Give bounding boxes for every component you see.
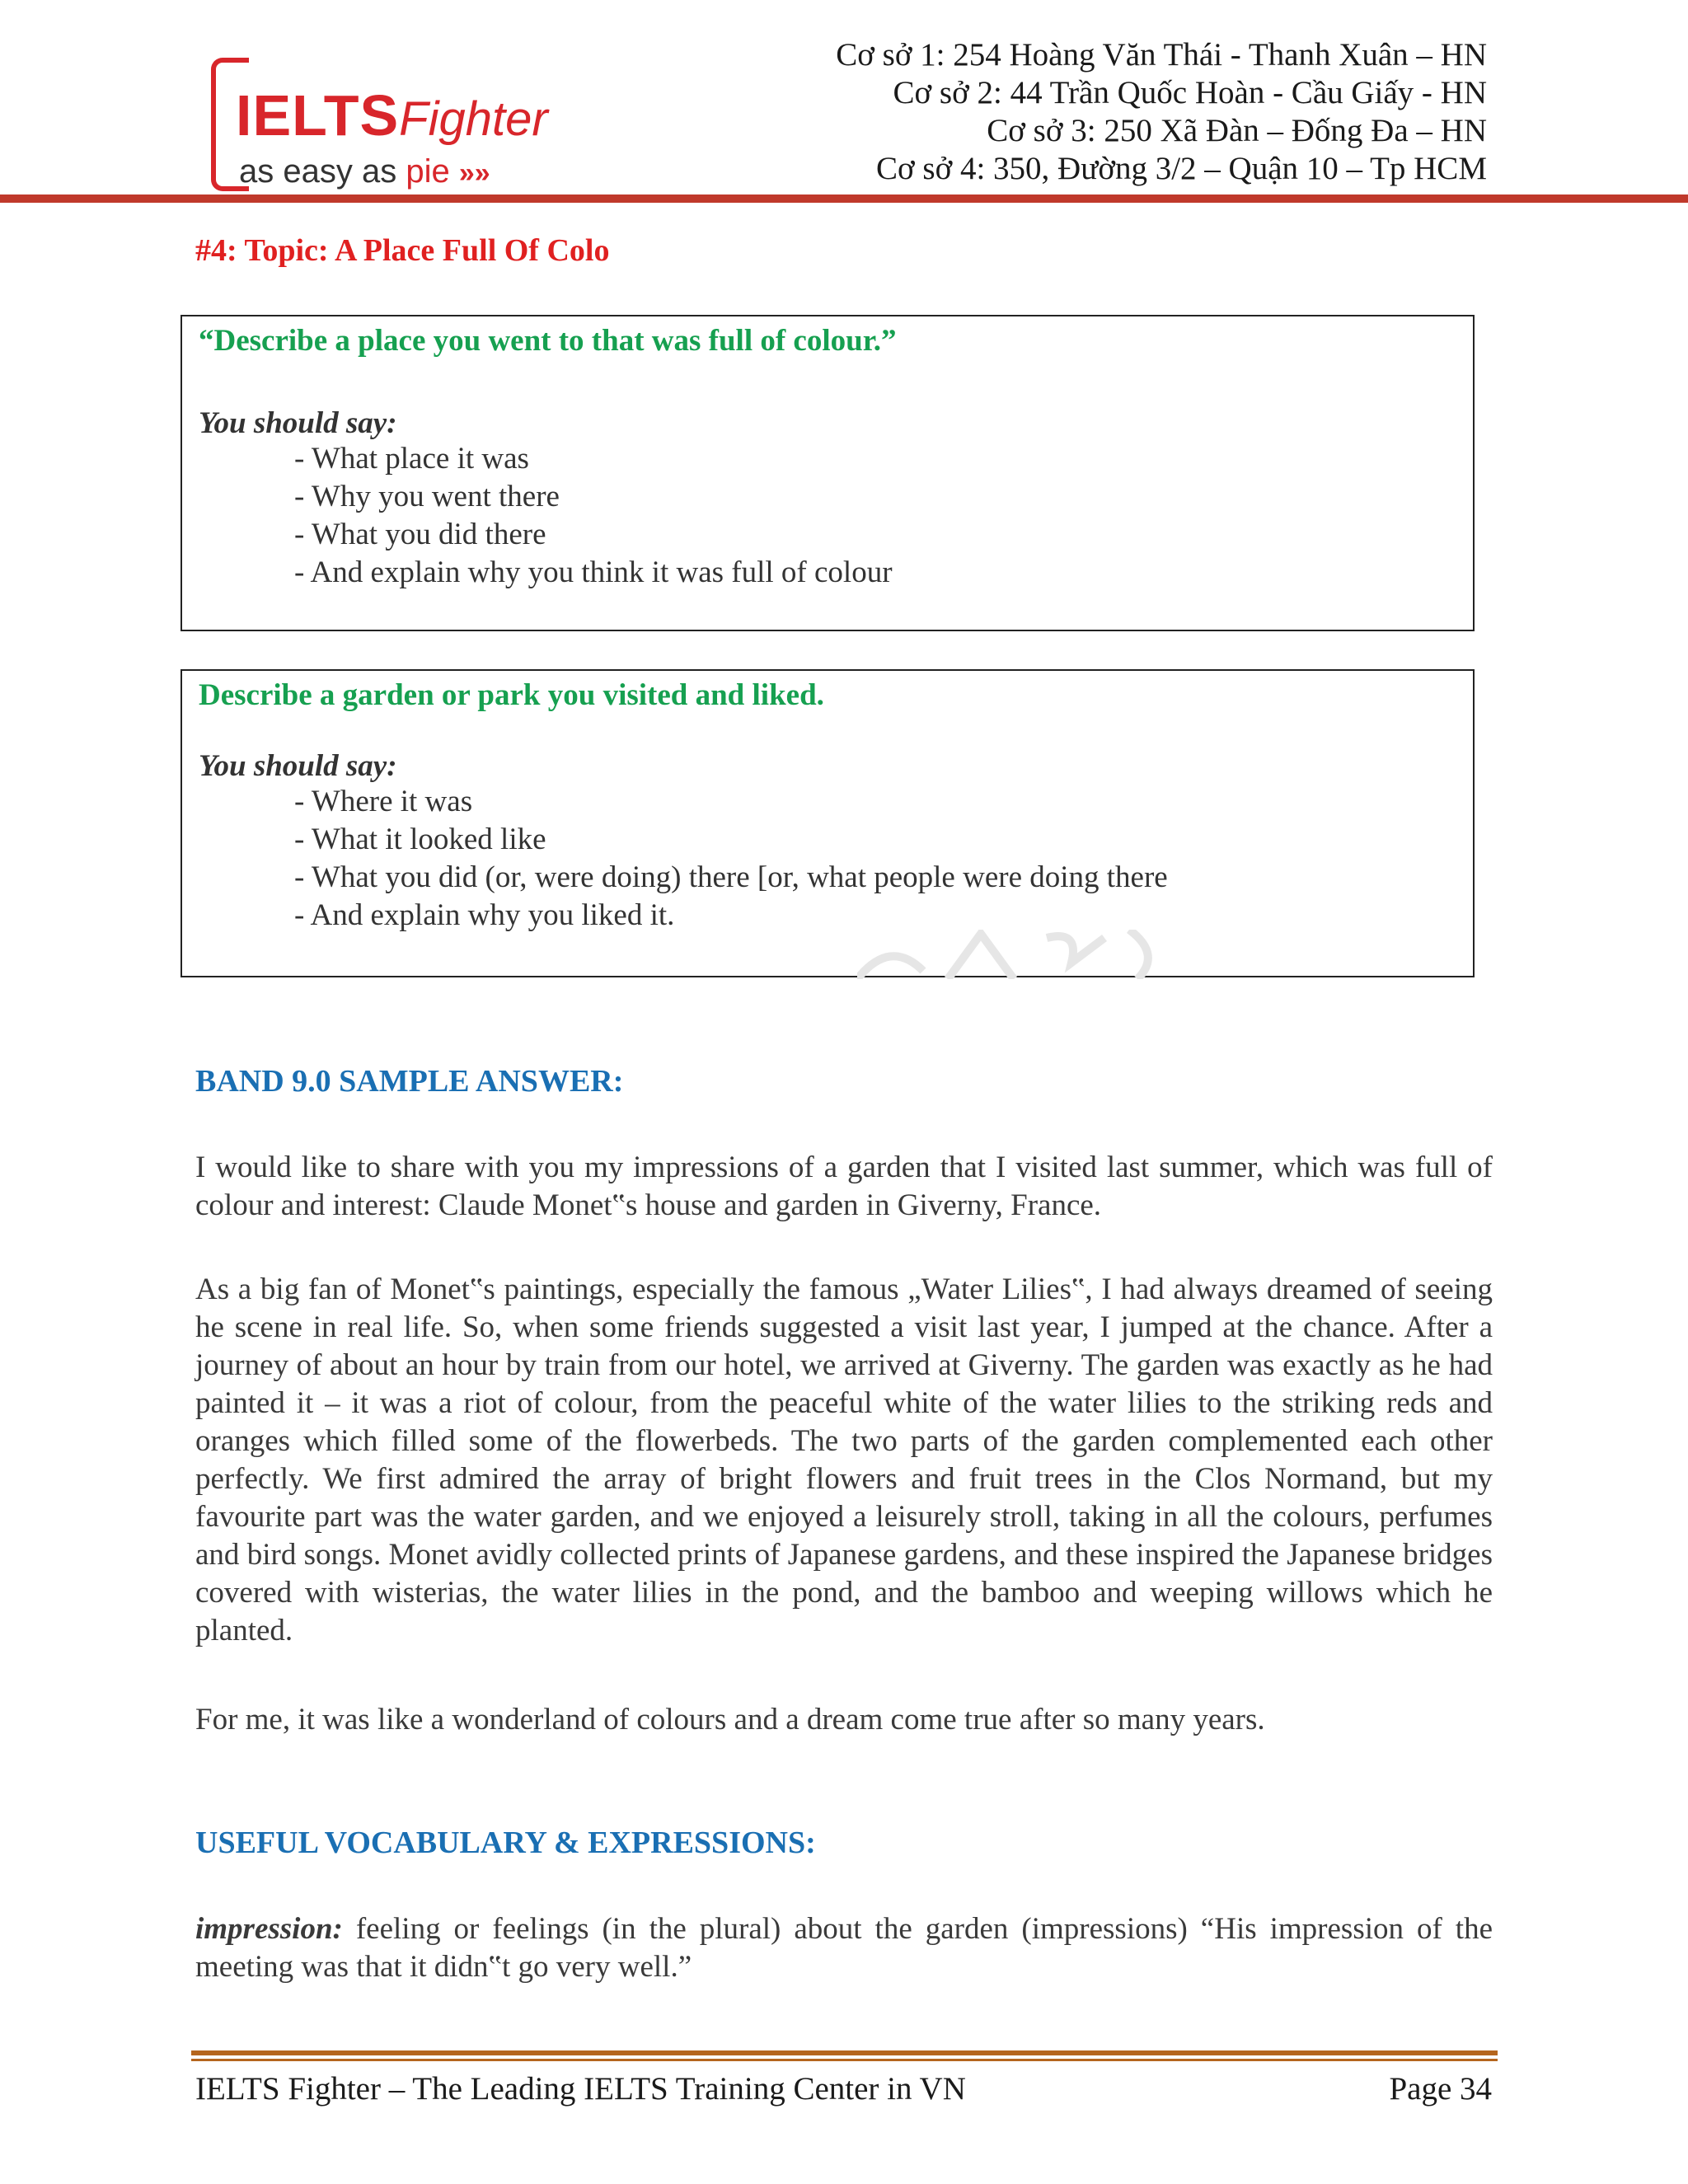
topic-title: #4: Topic: A Place Full Of Colo: [195, 233, 610, 268]
watermark-graphic: [857, 930, 1170, 979]
vocabulary-item: [195, 1910, 1493, 1986]
watermark-shape: [857, 930, 1170, 979]
cue-point: - And explain why you liked it.: [294, 898, 675, 932]
footer-text: IELTS Fighter – The Leading IELTS Training Center in VN: [195, 2071, 966, 2107]
logo-arrows-icon: »»: [458, 157, 490, 189]
address-line: Cơ sở 3: 250 Xã Đàn – Đống Đa – HN: [987, 113, 1487, 148]
header-divider: [0, 194, 1688, 203]
answer-paragraph: For me, it was like a wonderland of colours and a dream come true after so many years.: [195, 1703, 1265, 1736]
vocabulary-definition: feeling or feelings (in the plural) about the garden (impressions) “His impression of the meeting was that it didn‟t go very well.”: [195, 1912, 1493, 1984]
address-line: Cơ sở 4: 350, Đường 3/2 – Quận 10 – Tp HCM: [876, 151, 1487, 186]
footer-divider-thin: [191, 2059, 1498, 2061]
vocabulary-term: impression:: [195, 1912, 343, 1946]
logo-tagline-accent: pie: [406, 153, 450, 190]
cue-point: - Why you went there: [294, 480, 560, 513]
footer-divider: [191, 2050, 1498, 2055]
you-should-say-label: You should say:: [199, 406, 397, 440]
cue-point: - And explain why you think it was full of colour: [294, 555, 893, 589]
cue-points-list: [294, 440, 893, 592]
sample-answer-heading: BAND 9.0 SAMPLE ANSWER:: [195, 1064, 624, 1099]
logo-tagline-text: as easy as: [239, 153, 406, 190]
cue-card-title: “Describe a place you went to that was full of colour.”: [199, 324, 897, 358]
cue-points-list: [294, 783, 1168, 935]
logo-tagline: [239, 153, 490, 190]
cue-point: - What you did (or, were doing) there [or, what people were doing there: [294, 860, 1168, 894]
cue-card-1: [181, 315, 1475, 631]
logo-brand-script: Fighter: [399, 92, 548, 146]
page-number: Page 34: [1389, 2071, 1492, 2107]
cue-card-2: [181, 669, 1475, 977]
answer-paragraph: As a big fan of Monet‟s paintings, especially the famous „Water Lilies‟, I had always dreamed of seeing he scene in real life. So, when some friends suggested a visit last year, I jumped at the chance. After a journey of about an hour by train from our hotel, we arrived at Giverny. The garden was exactly as he had painted it – it was a riot of colour, from the peaceful white of the water lilies to the striking reds and oranges which filled some of the flowerbeds. The two parts of the garden complemented each other perfectly. We first admired the array of bright flowers and fruit trees in the Clos Normand, but my favourite part was the water garden, and we enjoyed a leisurely stroll, taking in all the colours, perfumes and bird songs. Monet avidly collected prints of Japanese gardens, and these inspired the Japanese bridges covered with wisterias, the water lilies in the pond, and the bamboo and weeping willows which he planted.: [195, 1272, 1493, 1647]
cue-point: - Where it was: [294, 785, 473, 818]
cue-point: - What it looked like: [294, 823, 546, 856]
you-should-say-label: You should say:: [199, 749, 397, 783]
vocabulary-heading: USEFUL VOCABULARY & EXPRESSIONS:: [195, 1825, 816, 1860]
address-line: Cơ sở 1: 254 Hoàng Văn Thái - Thanh Xuân – HN: [836, 37, 1487, 73]
logo-wordmark: [236, 82, 548, 148]
logo-brand: IELTS: [236, 83, 400, 148]
ielts-fighter-logo: [211, 48, 548, 196]
cue-card-title: Describe a garden or park you visited and liked.: [199, 678, 824, 712]
campus-addresses: [836, 36, 1487, 188]
address-line: Cơ sở 2: 44 Trần Quốc Hoàn - Cầu Giấy - HN: [893, 75, 1487, 110]
answer-paragraph: I would like to share with you my impressions of a garden that I visited last summer, which was full of colour and interest: Claude Monet‟s house and garden in Giverny, France.: [195, 1151, 1493, 1222]
cue-point: - What you did there: [294, 518, 546, 551]
cue-point: - What place it was: [294, 442, 529, 476]
